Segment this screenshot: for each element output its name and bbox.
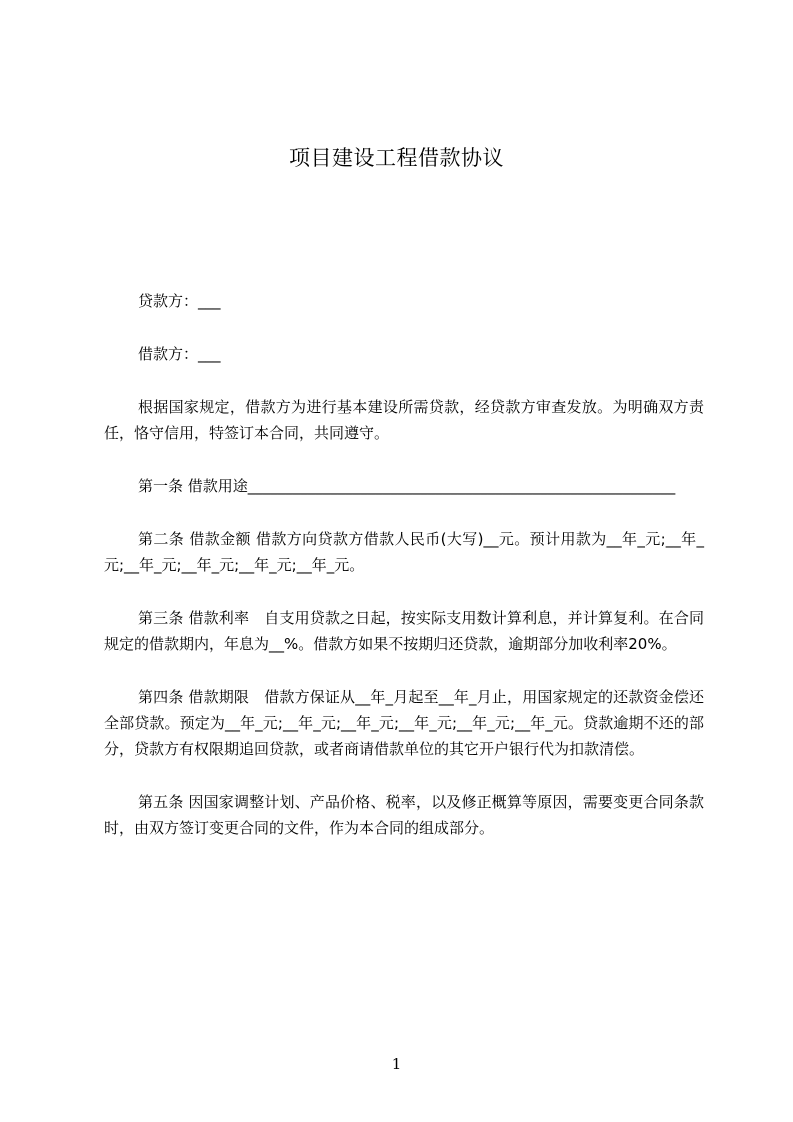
article-1-paragraph: 第一条 借款用途_________________________________________________________ <box>138 477 676 495</box>
article-2-paragraph: 第二条 借款金额 借款方向贷款方借款人民币(大写)__元。预计用款为__年_元;__年_元;__年_元;__年_元;__年_元;__年_元。 <box>104 530 704 574</box>
article-3-paragraph: 第三条 借款利率 自支用贷款之日起，按实际支用数计算利息，并计算复利。在合同规定的借款期内，年息为__%。借款方如果不按期归还贷款，逾期部分加收利率20%。 <box>104 609 704 653</box>
preamble-paragraph: 根据国家规定，借款方为进行基本建设所需贷款，经贷款方审查发放。为明确双方责任，恪守信用，特签订本合同，共同遵守。 <box>104 398 704 442</box>
lender-line: 贷款方：___ <box>138 292 221 310</box>
article-4-paragraph: 第四条 借款期限 借款方保证从__年_月起至__年_月止，用国家规定的还款资金偿还全部贷款。预定为__年_元;__年_元;__年_元;__年_元;__年_元;__年_元。贷款逾期不还的部分，贷款方有权限期追回贷款，或者商请借款单位的其它开户银行代为扣款清偿。 <box>104 688 704 758</box>
document-body <box>104 288 704 868</box>
page-number: 1 <box>391 1055 402 1073</box>
borrower-line: 借款方：___ <box>138 345 221 363</box>
document-title: 项目建设工程借款协议 <box>289 146 504 170</box>
article-5-paragraph: 第五条 因国家调整计划、产品价格、税率，以及修正概算等原因，需要变更合同条款时，由双方签订变更合同的文件，作为本合同的组成部分。 <box>104 793 704 837</box>
